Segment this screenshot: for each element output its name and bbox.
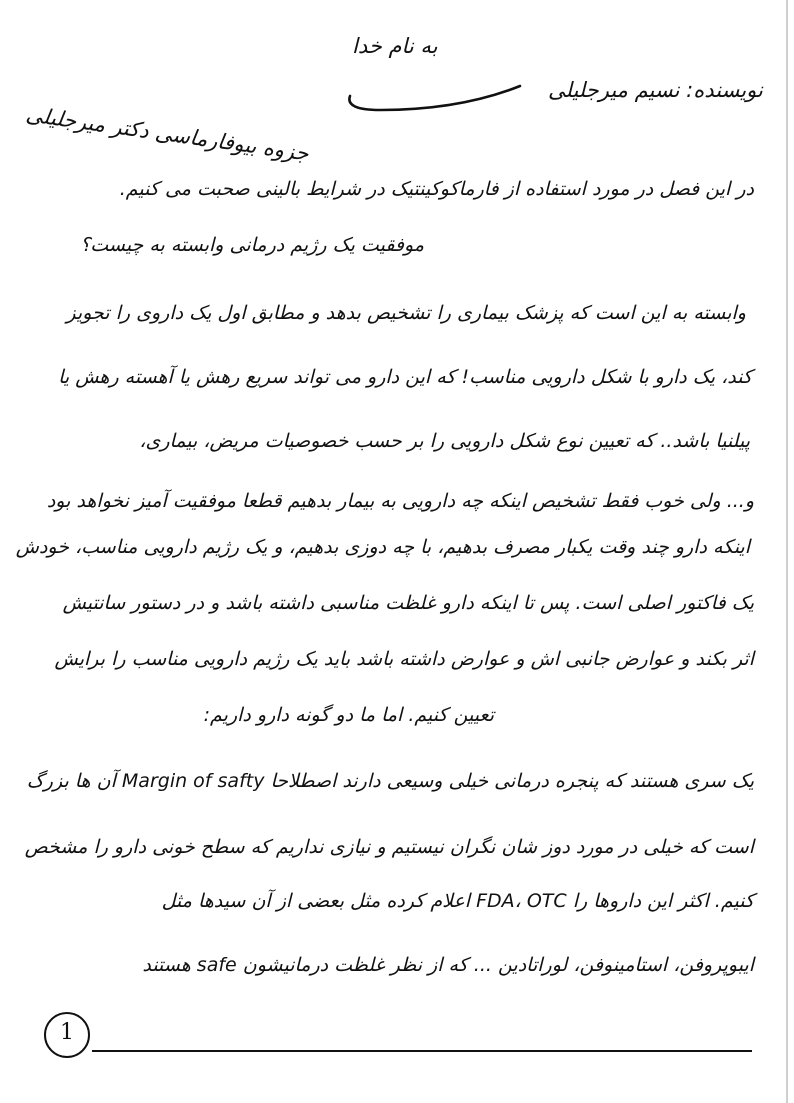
body-line-4: کند، یک دارو با شکل دارویی مناسب! که این دارو می تواند سریع رهش یا آهسته رهش یا	[58, 366, 752, 388]
body-line-10: تعیین کنیم. اما ما دو گونه دارو داریم:	[203, 704, 494, 726]
author-line: نویسنده: نسیم میرجلیلی	[548, 78, 763, 102]
body-line-3: وابسته به این است که پزشک بیماری را تشخیص بدهد و مطابق اول یک داروی را تجویز	[66, 302, 746, 324]
basmala: به نام خدا	[352, 34, 438, 58]
body-line-9: اثر بکند و عوارض جانبی اش و عوارض داشته باشد باید یک رژیم دارویی مناسب را برایش	[54, 648, 754, 670]
body-line-2: موفقیت یک رژیم درمانی وابسته به چیست؟	[80, 234, 424, 256]
body-line-6: و... ولی خوب فقط تشخیص اینکه چه دارویی به بیمار بدهیم قطعا موفقیت آمیز نخواهد بود	[46, 490, 754, 512]
body-line-5: پیلنیا باشد.. که تعیین نوع شکل دارویی را بر حسب خصوصیات مریض، بیماری،	[139, 430, 750, 452]
body-line-1: در این فصل در مورد استفاده از فارماکوکینتیک در شرایط بالینی صحبت می کنیم.	[119, 178, 754, 200]
page-number: 1	[60, 1020, 74, 1045]
body-line-8: یک فاکتور اصلی است. پس تا اینکه دارو غلظت مناسبی داشته باشد و در دستور سانتیش	[62, 592, 754, 614]
body-line-13: کنیم. اکثر این داروها را FDA، OTC اعلام کرده مثل بعضی از آن سیدها مثل	[161, 890, 754, 912]
pamphlet-title: جزوه بیوفارماسی دکتر میرجلیلی	[24, 102, 311, 166]
body-line-7: اینکه دارو چند وقت یکبار مصرف بدهیم، با چه دوزی بدهیم، و یک رژیم دارویی مناسب، خودش	[15, 536, 750, 558]
scan-edge	[786, 0, 788, 1103]
bottom-rule	[92, 1050, 752, 1052]
body-line-11: یک سری هستند که پنجره درمانی خیلی وسیعی دارند اصطلاحا Margin of safty آن ها بزرگ	[26, 770, 754, 792]
body-line-12: است که خیلی در مورد دوز شان نگران نیستیم و نیازی نداریم که سطح خونی دارو را مشخص	[24, 836, 754, 858]
body-line-14: ایبوپروفن، استامینوفن، لوراتادین ... که از نظر غلظت درمانیشون safe هستند	[142, 954, 754, 976]
basmala-underline-swash	[340, 48, 530, 118]
page-number-circle	[44, 1012, 90, 1058]
